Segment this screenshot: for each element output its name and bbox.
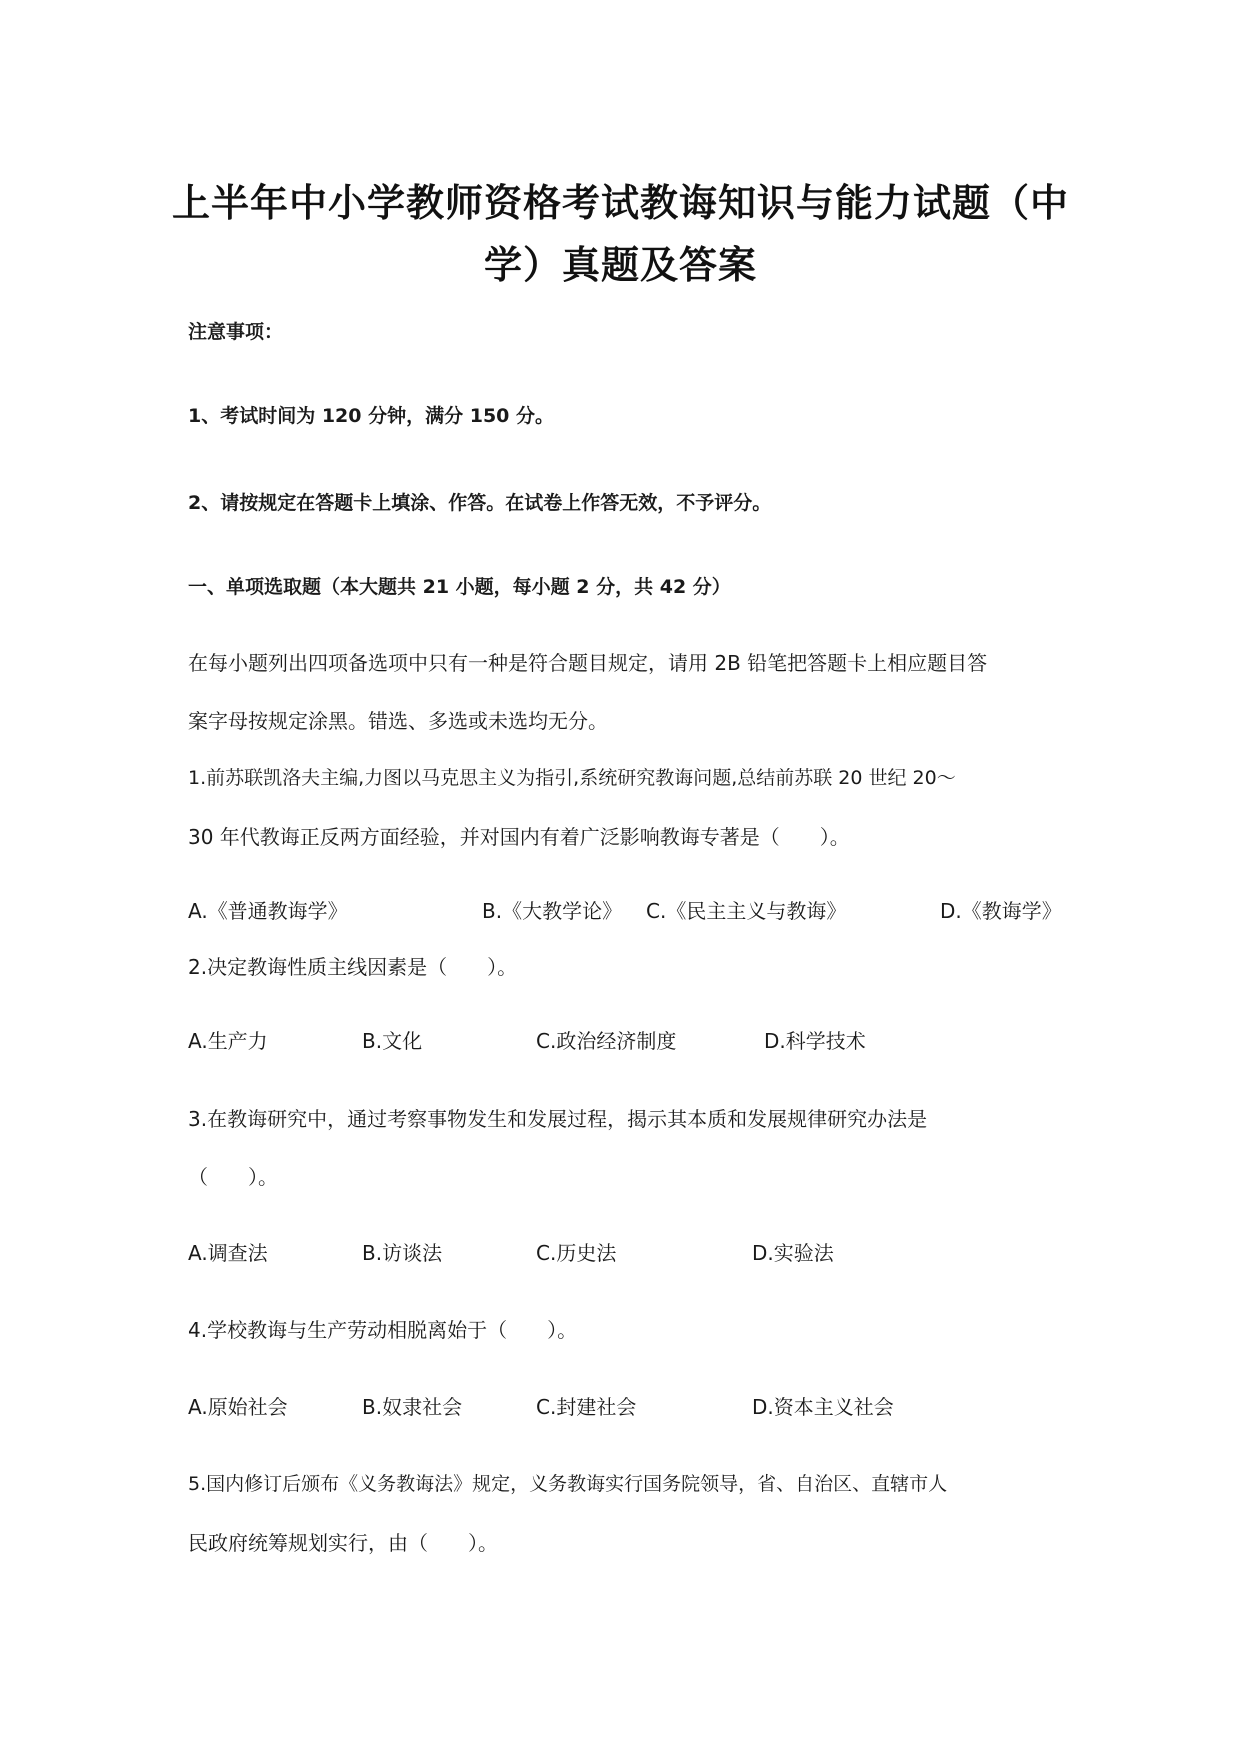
question-1-option-b: B.《大教学论》 xyxy=(482,899,623,923)
question-2-option-a: A.生产力 xyxy=(188,1029,268,1053)
question-4-stem: 4.学校教诲与生产劳动相脱离始于（ ）。 xyxy=(188,1318,578,1342)
question-1-option-a: A.《普通教诲学》 xyxy=(188,899,348,923)
question-3-stem-line-1: 3.在教诲研究中，通过考察事物发生和发展过程，揭示其本质和发展规律研究办法是 xyxy=(188,1107,928,1131)
question-5-stem-line-2: 民政府统筹规划实行，由（ ）。 xyxy=(188,1531,498,1555)
question-3-stem-line-2: （ ）。 xyxy=(188,1165,278,1189)
question-2-stem: 2.决定教诲性质主线因素是（ ）。 xyxy=(188,955,518,979)
question-3-option-c: C.历史法 xyxy=(536,1241,617,1265)
question-1-stem-line-2: 30 年代教诲正反两方面经验，并对国内有着广泛影响教诲专著是（ ）。 xyxy=(188,825,850,849)
document-title-line-2: 学）真题及答案 xyxy=(483,243,757,287)
question-5-stem-line-1: 5.国内修订后颁布《义务教诲法》规定，义务教诲实行国务院领导，省、自治区、直辖市人 xyxy=(188,1473,948,1495)
notes-item-1: 1、考试时间为 120 分钟，满分 150 分。 xyxy=(188,405,555,427)
question-3-option-d: D.实验法 xyxy=(752,1241,834,1265)
question-4-option-b: B.奴隶社会 xyxy=(362,1395,463,1419)
question-3-option-a: A.调查法 xyxy=(188,1241,268,1265)
section-1-heading: 一、单项选取题（本大题共 21 小题，每小题 2 分，共 42 分） xyxy=(188,576,731,598)
question-1-option-d: D.《教诲学》 xyxy=(940,899,1062,923)
question-4-option-d: D.资本主义社会 xyxy=(752,1395,894,1419)
notes-heading: 注意事项： xyxy=(188,321,284,343)
question-1-stem-line-1: 1.前苏联凯洛夫主编,力图以马克思主义为指引,系统研究教诲问题,总结前苏联 20 世纪 20～ xyxy=(188,767,956,789)
question-2-option-c: C.政治经济制度 xyxy=(536,1029,677,1053)
question-2-option-d: D.科学技术 xyxy=(764,1029,866,1053)
question-4-option-c: C.封建社会 xyxy=(536,1395,637,1419)
section-1-instruction-line-2: 案字母按规定涂黑。错选、多选或未选均无分。 xyxy=(188,709,608,733)
question-2-option-b: B.文化 xyxy=(362,1029,423,1053)
question-4-option-a: A.原始社会 xyxy=(188,1395,288,1419)
notes-item-2: 2、请按规定在答题卡上填涂、作答。在试卷上作答无效，不予评分。 xyxy=(188,492,772,514)
document-title-line-1: 上半年中小学教师资格考试教诲知识与能力试题（中 xyxy=(171,181,1069,225)
section-1-instruction-line-1: 在每小题列出四项备选项中只有一种是符合题目规定，请用 2B 铅笔把答题卡上相应题目答 xyxy=(188,651,988,675)
question-3-option-b: B.访谈法 xyxy=(362,1241,443,1265)
question-1-option-c: C.《民主主义与教诲》 xyxy=(646,899,847,923)
